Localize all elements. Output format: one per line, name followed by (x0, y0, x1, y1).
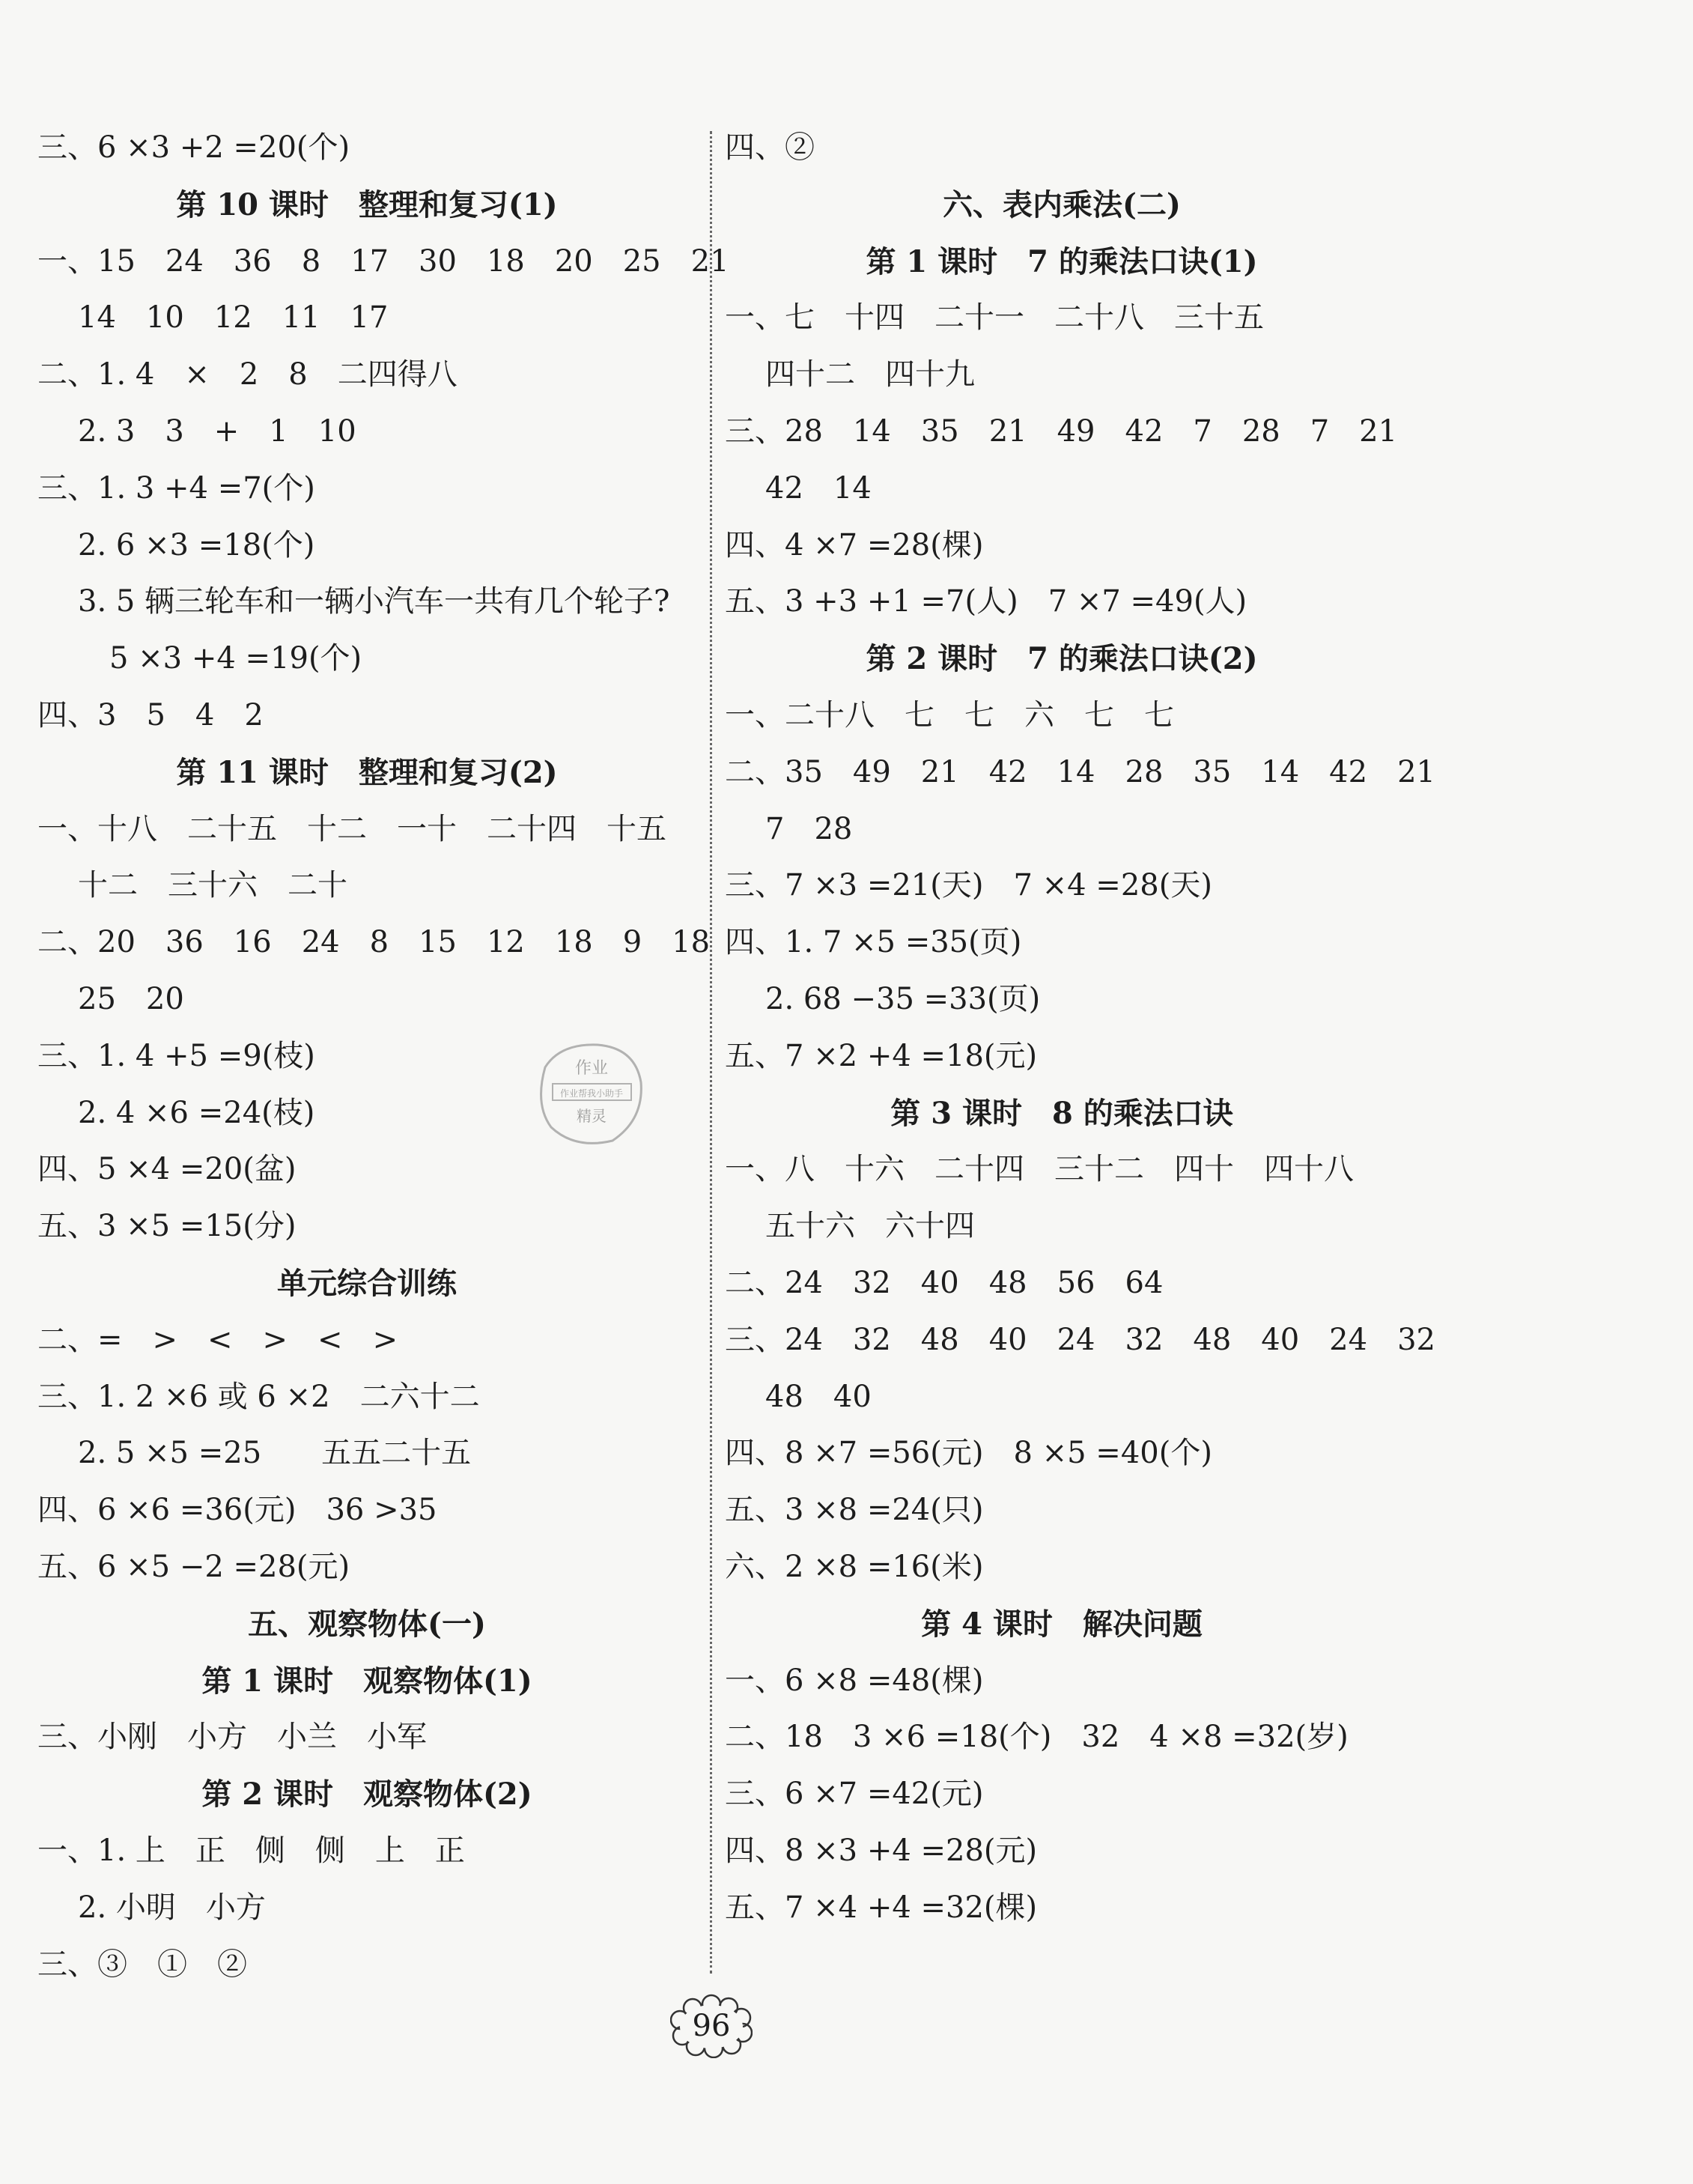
answer-line: 一、6 ×8 =48(棵) (725, 1663, 984, 1698)
answer-line: 三、7 ×3 =21(天) 7 ×4 =28(天) (725, 868, 1212, 903)
answer-line: 2. 小明 小方 (78, 1890, 266, 1925)
stamp-text: 作业帮我小助手 (559, 1088, 624, 1099)
page-number: 96 (692, 2009, 731, 2043)
answer-line: 五、3 ×8 =24(只) (725, 1493, 984, 1528)
answer-line: 五、6 ×5 −2 =28(元) (37, 1549, 350, 1584)
section-heading: 六、表内乘法(二) (943, 186, 1181, 222)
section-heading: 第 1 课时 7 的乘法口诀(1) (866, 243, 1258, 279)
answer-line: 一、八 十六 二十四 三十二 四十 四十八 (725, 1152, 1354, 1187)
answer-line: 四、② (725, 130, 815, 165)
answer-line: 三、24 32 48 40 24 32 48 40 24 32 (725, 1322, 1435, 1357)
answer-line: 四、3 5 4 2 (37, 697, 264, 732)
answer-line: 三、1. 4 +5 =9(枝) (37, 1038, 315, 1073)
answer-line: 五、3 +3 +1 =7(人) 7 ×7 =49(人) (725, 584, 1247, 619)
answer-line: 7 28 (765, 811, 853, 846)
stamp-text: 精灵 (577, 1107, 607, 1125)
answer-line: 二、24 32 40 48 56 64 (725, 1265, 1164, 1300)
answer-line: 一、1. 上 正 侧 侧 上 正 (37, 1833, 465, 1868)
answer-line: 三、1. 3 +4 =7(个) (37, 470, 315, 506)
answer-line: 一、15 24 36 8 17 30 18 20 25 21 (37, 243, 729, 279)
answer-line: 42 14 (765, 470, 872, 506)
section-heading: 第 4 课时 解决问题 (921, 1606, 1203, 1642)
answer-line: 三、28 14 35 21 49 42 7 28 7 21 (725, 413, 1398, 449)
section-heading: 五、观察物体(一) (248, 1606, 486, 1642)
answer-line: 四、4 ×7 =28(棵) (725, 527, 984, 562)
section-heading: 第 3 课时 8 的乘法口诀 (890, 1095, 1233, 1131)
section-heading: 第 11 课时 整理和复习(2) (176, 754, 558, 790)
answer-line: 14 10 12 11 17 (78, 300, 389, 336)
answer-line: 48 40 (765, 1379, 872, 1414)
column-divider (710, 131, 712, 1974)
answer-line: 25 20 (78, 981, 184, 1016)
answer-line: 二、= > < > < > (37, 1322, 398, 1357)
answer-line: 5 ×3 +4 =19(个) (109, 641, 362, 676)
answer-line: 五、3 ×5 =15(分) (37, 1209, 297, 1244)
answer-line: 二、35 49 21 42 14 28 35 14 42 21 (725, 754, 1435, 789)
answer-line: 四、1. 7 ×5 =35(页) (725, 925, 1022, 960)
answer-line: 三、③ ① ② (37, 1947, 247, 1982)
answer-line: 四、8 ×3 +4 =28(元) (725, 1833, 1038, 1868)
page-number-badge (670, 1994, 753, 2058)
answer-line: 二、20 36 16 24 8 15 12 18 9 18 (37, 925, 711, 960)
answer-line: 三、6 ×3 +2 =20(个) (37, 130, 350, 165)
answer-line: 四、6 ×6 =36(元) 36 >35 (37, 1493, 437, 1528)
section-heading: 单元综合训练 (277, 1265, 457, 1301)
answer-line: 2. 6 ×3 =18(个) (78, 527, 315, 562)
answer-line: 二、1. 4 × 2 8 二四得八 (37, 357, 458, 392)
answer-line: 二、18 3 ×6 =18(个) 32 4 ×8 =32(岁) (725, 1720, 1349, 1755)
answer-line: 四十二 四十九 (765, 357, 975, 392)
homework-stamp-watermark (530, 1037, 650, 1150)
answer-line: 2. 4 ×6 =24(枝) (78, 1095, 315, 1130)
answer-line: 六、2 ×8 =16(米) (725, 1549, 984, 1584)
section-heading: 第 1 课时 观察物体(1) (201, 1663, 532, 1699)
answer-line: 三、1. 2 ×6 或 6 ×2 二六十二 (37, 1379, 480, 1414)
answer-line: 三、6 ×7 =42(元) (725, 1777, 984, 1812)
stamp-text: 作业 (574, 1059, 609, 1078)
section-heading: 第 2 课时 观察物体(2) (201, 1777, 532, 1813)
answer-line: 五、7 ×4 +4 =32(棵) (725, 1890, 1038, 1925)
section-heading: 第 2 课时 7 的乘法口诀(2) (866, 641, 1258, 677)
answer-line: 一、二十八 七 七 六 七 七 (725, 697, 1174, 732)
right-column (725, 120, 1608, 1937)
answer-line: 一、七 十四 二十一 二十八 三十五 (725, 300, 1264, 336)
answer-line: 3. 5 辆三轮车和一辆小汽车一共有几个轮子? (78, 584, 670, 619)
answer-line: 五、7 ×2 +4 =18(元) (725, 1038, 1038, 1073)
answer-line: 2. 5 ×5 =25 五五二十五 (78, 1436, 472, 1471)
answer-line: 四、5 ×4 =20(盆) (37, 1152, 297, 1187)
section-heading: 第 10 课时 整理和复习(1) (176, 186, 558, 222)
answer-line: 四、8 ×7 =56(元) 8 ×5 =40(个) (725, 1436, 1212, 1471)
answer-line: 2. 68 −35 =33(页) (765, 981, 1041, 1016)
answer-line: 2. 3 3 + 1 10 (78, 413, 356, 449)
answer-line: 一、十八 二十五 十二 一十 二十四 十五 (37, 811, 666, 846)
answer-line: 五十六 六十四 (765, 1209, 975, 1244)
answer-line: 三、小刚 小方 小兰 小军 (37, 1720, 427, 1755)
answer-line: 十二 三十六 二十 (78, 868, 347, 903)
